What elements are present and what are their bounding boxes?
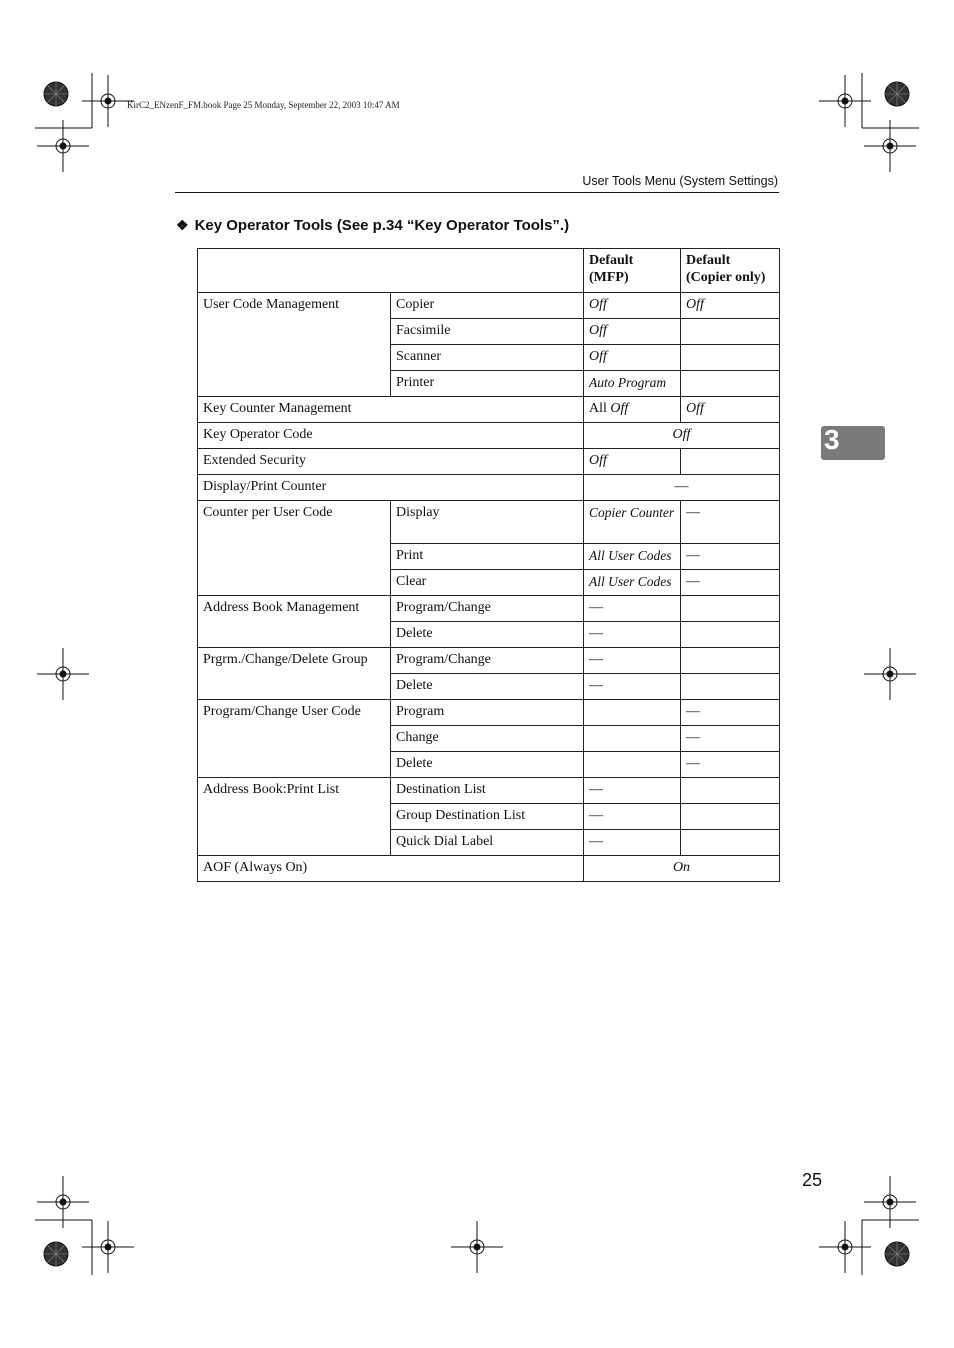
table-row <box>198 449 780 475</box>
setting-label: Key Operator Code <box>198 423 584 449</box>
default-mfp-value <box>584 700 681 726</box>
page-number: 25 <box>801 1170 822 1190</box>
default-mfp-value: — <box>584 648 681 674</box>
table-row <box>198 778 780 804</box>
header-default-mfp: Default (MFP) <box>584 249 681 293</box>
default-mfp-value: — <box>584 804 681 830</box>
default-shared-value: On <box>584 856 780 882</box>
table-row <box>198 423 780 449</box>
table-row <box>198 501 780 544</box>
sub-setting-label: Scanner <box>391 345 584 371</box>
table-row <box>198 856 780 882</box>
table-row <box>198 700 780 726</box>
chapter-tab <box>821 426 885 460</box>
default-mfp-value: — <box>584 830 681 856</box>
table-row <box>198 648 780 674</box>
default-copier-value <box>681 319 780 345</box>
default-shared-value: Off <box>584 423 780 449</box>
sub-setting-label: Group Destination List <box>391 804 584 830</box>
default-copier-value <box>681 345 780 371</box>
sub-setting-label: Print <box>391 544 584 570</box>
sub-setting-label: Program/Change <box>391 648 584 674</box>
default-mfp-value: Copier Counter <box>584 501 681 544</box>
default-mfp-value: Auto Program <box>584 371 681 397</box>
default-copier-value <box>681 449 780 475</box>
default-copier-value <box>681 778 780 804</box>
setting-label: Address Book:Print List <box>198 778 391 856</box>
setting-label: User Code Management <box>198 293 391 397</box>
default-copier-value <box>681 804 780 830</box>
key-operator-tools-table <box>197 248 780 882</box>
sub-setting-label: Program <box>391 700 584 726</box>
default-mfp-value: Off <box>584 449 681 475</box>
default-mfp-value: Off <box>584 319 681 345</box>
default-mfp-value: Off <box>584 345 681 371</box>
header-default-copier: Default (Copier only) <box>681 249 780 293</box>
header-blank-cell <box>198 249 584 293</box>
table-row <box>198 596 780 622</box>
setting-label: Extended Security <box>198 449 584 475</box>
default-copier-value <box>681 830 780 856</box>
setting-label: Address Book Management <box>198 596 391 648</box>
table-row <box>198 397 780 423</box>
value-prefix: All <box>589 401 611 416</box>
default-shared-value: — <box>584 475 780 501</box>
sub-setting-label: Destination List <box>391 778 584 804</box>
value-text: Off <box>610 401 629 416</box>
default-copier-value: — <box>681 726 780 752</box>
default-mfp-value <box>584 397 681 423</box>
diamond-bullet-icon: ❖ <box>176 217 189 233</box>
default-mfp-value: — <box>584 622 681 648</box>
sub-setting-label: Delete <box>391 622 584 648</box>
default-copier-value: — <box>681 570 780 596</box>
default-copier-value <box>681 674 780 700</box>
setting-label: Counter per User Code <box>198 501 391 596</box>
sub-setting-label: Change <box>391 726 584 752</box>
setting-label: Prgrm./Change/Delete Group <box>198 648 391 700</box>
setting-label: AOF (Always On) <box>198 856 584 882</box>
default-copier-value: — <box>681 501 780 544</box>
default-copier-value: — <box>681 700 780 726</box>
default-mfp-value: — <box>584 674 681 700</box>
default-copier-value: Off <box>681 397 780 423</box>
table-row <box>198 475 780 501</box>
default-mfp-value: — <box>584 778 681 804</box>
default-mfp-value: All User Codes <box>584 544 681 570</box>
sub-setting-label: Display <box>391 501 584 544</box>
default-mfp-value: All User Codes <box>584 570 681 596</box>
default-copier-value <box>681 596 780 622</box>
section-title <box>176 217 569 234</box>
sub-setting-label: Printer <box>391 371 584 397</box>
chapter-number: 3 <box>824 424 840 455</box>
sub-setting-label: Clear <box>391 570 584 596</box>
sub-setting-label: Delete <box>391 674 584 700</box>
default-mfp-value: Off <box>584 293 681 319</box>
sub-setting-label: Quick Dial Label <box>391 830 584 856</box>
default-copier-value: — <box>681 544 780 570</box>
table-header-row <box>198 249 780 293</box>
print-slug: KirC2_ENzenF_FM.book Page 25 Monday, September 22, 2003 10:47 AM <box>127 100 400 110</box>
sub-setting-label: Copier <box>391 293 584 319</box>
default-mfp-value <box>584 752 681 778</box>
default-mfp-value <box>584 726 681 752</box>
default-copier-value: — <box>681 752 780 778</box>
running-head: User Tools Menu (System Settings) <box>582 174 778 188</box>
section-title-text: Key Operator Tools (See p.34 “Key Operator Tools”.) <box>194 217 570 234</box>
setting-label: Key Counter Management <box>198 397 584 423</box>
default-copier-value <box>681 648 780 674</box>
sub-setting-label: Delete <box>391 752 584 778</box>
default-copier-value <box>681 622 780 648</box>
table-row <box>198 293 780 319</box>
sub-setting-label: Program/Change <box>391 596 584 622</box>
setting-label: Program/Change User Code <box>198 700 391 778</box>
default-mfp-value: — <box>584 596 681 622</box>
default-copier-value <box>681 371 780 397</box>
header-rule <box>175 192 779 193</box>
sub-setting-label: Facsimile <box>391 319 584 345</box>
default-copier-value: Off <box>681 293 780 319</box>
setting-label: Display/Print Counter <box>198 475 584 501</box>
